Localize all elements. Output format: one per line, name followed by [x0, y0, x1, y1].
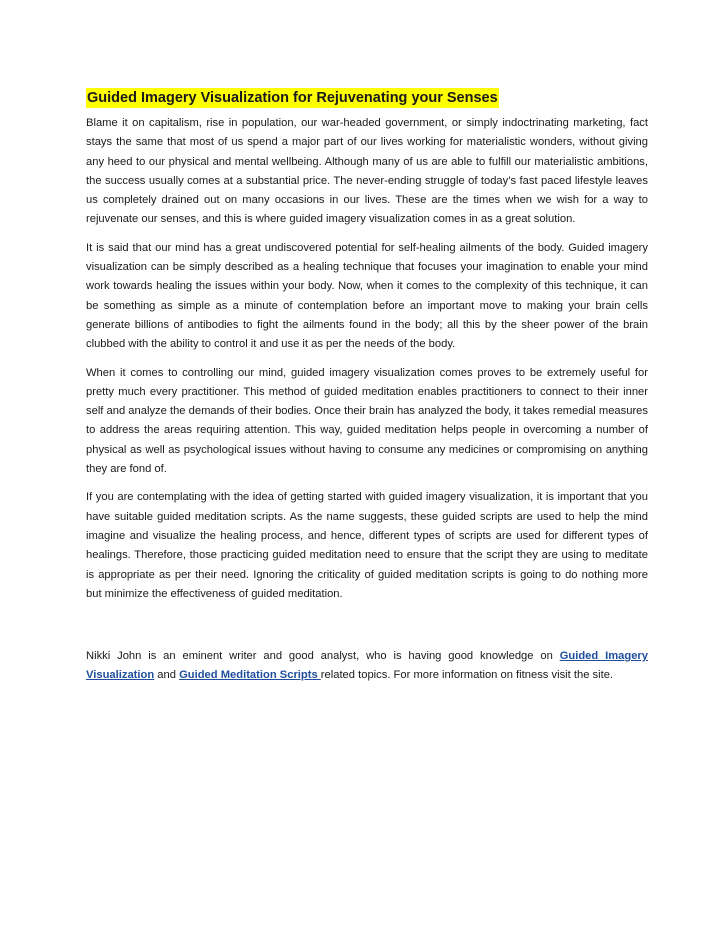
paragraph-1: Blame it on capitalism, rise in population, our war-headed government, or simply indoctrinating marketing, fact stays the same that most of us spend a major part of our lives working for materialistic wonders, without giving any heed to our physical and mental wellbeing. Although many of us are able to fulfill our materialistic ambitions, the success usually comes at a substantial price. The never-ending struggle of today’s fast paced lifestyle leaves us completely drained out on many occasions in our lives. These are the times when we wish for a way to rejuvenate our senses, and this is where guided imagery visualization comes in as a great solution.	[86, 117, 648, 226]
document-title: Guided Imagery Visualization for Rejuvenating your Senses	[87, 90, 498, 106]
author-bio-text-before: Nikki John is an eminent writer and good analyst, who is having good knowledge on	[86, 650, 560, 663]
paragraph-4: If you are contemplating with the idea of getting started with guided imagery visualization, it is important that you have suitable guided meditation scripts. As the name suggests, these guided scripts are used to help the mind imagine and visualize the healing process, and hence, different types of scripts are used for different types of healings. Therefore, those practicing guided meditation need to ensure that the script they are using to meditate is appropriate as per their need. Ignoring the criticality of guided meditation scripts is going to do nothing more but minimize the effectiveness of guided meditation.	[86, 491, 648, 600]
spacer	[86, 613, 648, 647]
guided-imagery-visualization-link[interactable]: Guided Imagery Visualization	[86, 650, 648, 682]
author-bio-text-after: related topics. For more information on fitness visit the site.	[320, 669, 614, 682]
paragraph-3: When it comes to controlling our mind, guided imagery visualization comes proves to be extremely useful for pretty much every practitioner. This method of guided meditation enables practitioners to connect to their inner self and analyze the demands of their bodies. Once their brain has analyzed the body, it takes remedial measures to address the areas requiring attention. This way, guided meditation helps people in overcoming a number of physical as well as psychological issues without having to consume any medicines or compromising on anything they are fond of.	[86, 366, 648, 476]
paragraph-2: It is said that our mind has a great undiscovered potential for self-healing ailments of the body. Guided imagery visualization can be simply described as a healing technique that focuses your imagination to enable your mind work towards healing the issues within your body. Now, when it comes to the complexity of this technique, it can be something as simple as a minute of contemplation before an important move to making your brain cells generate billions of antibodies to fight the ailments found in the body; all this by the sheer power of the brain clubbed with the ability to control it and use it as per the needs of the body.	[86, 241, 648, 351]
document-page	[86, 88, 648, 695]
author-bio	[86, 647, 648, 686]
author-bio-text-between: and	[154, 669, 180, 682]
guided-meditation-scripts-link[interactable]: Guided Meditation Scripts	[179, 669, 321, 682]
